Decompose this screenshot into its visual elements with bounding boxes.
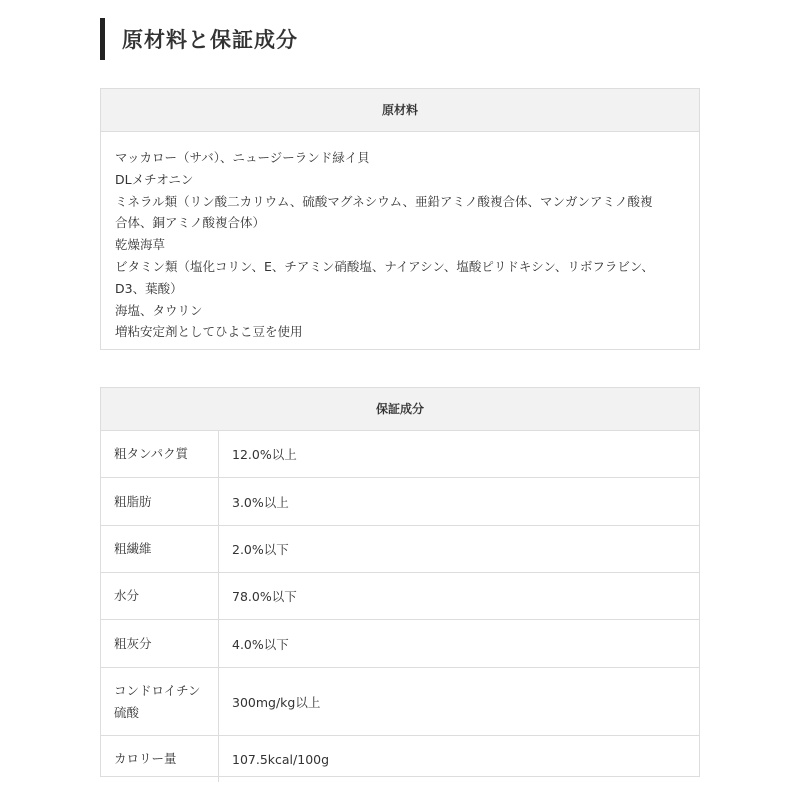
nutrient-name: カロリー量: [101, 736, 219, 782]
nutrient-name: 水分: [101, 573, 219, 619]
heading-accent-bar: [100, 18, 105, 60]
table-row: [101, 573, 699, 620]
nutrient-name: 粗脂肪: [101, 478, 219, 525]
nutrient-name: 粗タンパク質: [101, 431, 219, 477]
table-row: [101, 620, 699, 668]
ingredient-line: マッカロー（サバ）、ニュージーランド緑イ貝: [115, 150, 370, 165]
nutrient-name: 粗灰分: [101, 620, 219, 667]
nutrient-name-line2: 硫酸: [114, 704, 140, 720]
ingredient-line: 増粘安定剤としてひよこ豆を使用: [115, 324, 303, 340]
section-heading: [100, 18, 298, 60]
ingredients-table: [100, 88, 700, 350]
page-title: 原材料と保証成分: [122, 28, 298, 52]
nutrient-name: [101, 668, 219, 735]
nutrient-value: 107.5kcal/100g: [232, 751, 330, 767]
nutrient-value: 2.0%以下: [232, 542, 289, 557]
table-row: [101, 526, 699, 573]
nutrient-name-line1: コンドロイチン: [114, 682, 201, 698]
ingredients-header: 原材料: [101, 89, 699, 132]
nutrient-value: 12.0%以上: [232, 447, 297, 462]
guaranteed-analysis-table: [100, 387, 700, 777]
analysis-header: 保証成分: [101, 388, 699, 431]
ingredients-body: [101, 132, 699, 343]
nutrient-value: 300mg/kg以上: [232, 694, 321, 710]
table-row: [101, 668, 699, 736]
nutrient-value: 3.0%以上: [232, 494, 289, 510]
table-row: [101, 431, 699, 478]
ingredient-line: 乾燥海草: [115, 237, 166, 253]
nutrient-value: 78.0%以下: [232, 589, 297, 604]
ingredient-line: D3、葉酸）: [115, 280, 183, 296]
table-row: [101, 736, 699, 782]
ingredient-line: ミネラル類（リン酸二カリウム、硫酸マグネシウム、亜鉛アミノ酸複合体、マンガンアミノ酸複: [115, 193, 653, 209]
ingredient-line: 合体、銅アミノ酸複合体）: [115, 215, 266, 231]
ingredient-line: DLメチオニン: [115, 171, 194, 187]
table-row: [101, 478, 699, 526]
nutrient-name: 粗繊維: [101, 526, 219, 572]
nutrient-value: 4.0%以下: [232, 636, 289, 652]
ingredient-line: 海塩、タウリン: [115, 302, 203, 318]
ingredient-line: ビタミン類（塩化コリン、E、チアミン硝酸塩、ナイアシン、塩酸ピリドキシン、リボフラビン、: [115, 258, 654, 274]
